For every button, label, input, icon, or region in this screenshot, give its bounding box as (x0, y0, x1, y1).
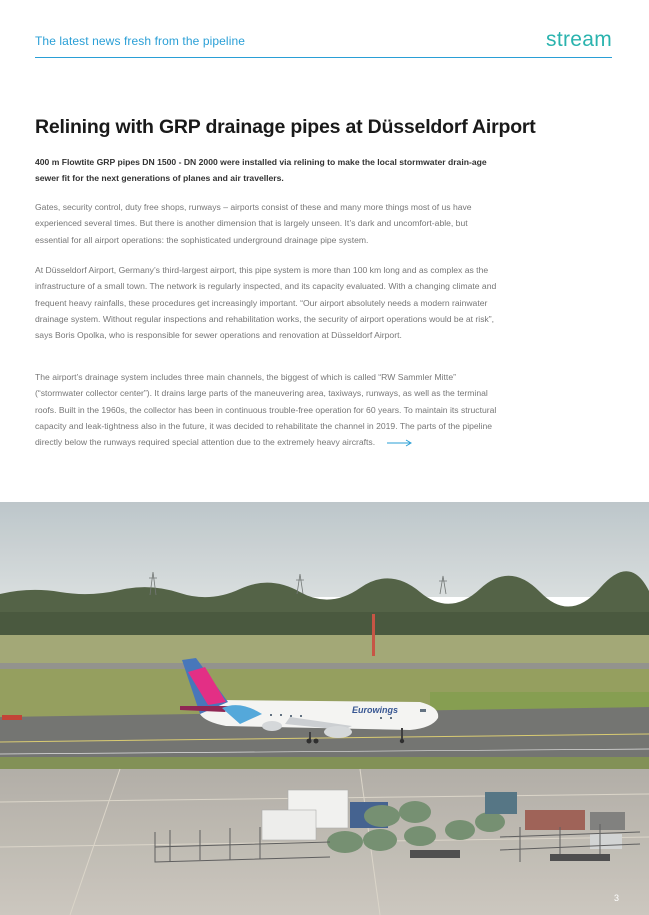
article-title: Relining with GRP drainage pipes at Düsseldorf Airport (35, 116, 536, 138)
article-paragraph-1: Gates, security control, duty free shops, runways – airports consist of these and many more things most of us have experienced several times. But there is another dimension that is largely unseen. It’s dark and uncomfort-able, but essential for all airport operations: the sophisticated underground drainage pipe system. (35, 202, 472, 245)
airline-livery-label: Eurowings (352, 705, 399, 715)
stream-logo: stream (546, 28, 612, 51)
article-lead: 400 m Flowtite GRP pipes DN 1500 - DN 2000 were installed via relining to make the local stormwater drain-age sewer fit for the next generations of planes and air travellers. (35, 157, 487, 183)
article-paragraph-2: At Düsseldorf Airport, Germany’s third-largest airport, this pipe system is more than 100 km long and as complex as the infrastructure of a small town. The network is regularly inspected, and its capacity evaluated. With a changing climate and frequent heavy rainfalls, these procedures get increasingly important. “Our airport absolutely needs a modern rainwater drainage system. Without regular inspections and rehabilitation works, the security of airport operations would be at risk”, says Boris Opolka, who is responsible for sewer operations and renovation at Düsseldorf Airport. (35, 265, 497, 341)
continue-arrow-icon (387, 439, 413, 447)
article-paragraph-3-text: The airport’s drainage system includes three main channels, the biggest of which is called “RW Sammler Mitte” (“stormwater collector center”). It drains large parts of the maneuvering area, taxiways, runways, as well as the terminal roofs. Built in the 1960s, the collector has been in continuous trouble-free operation for 60 years. To maintain its structural capacity and leak-tightness also in the future, it was decided to rehabilitate the channel in 2019. The parts of the pipeline directly below the runways required special attention due to the extremely heavy aircrafts. (35, 372, 497, 448)
article-paragraph-3 (35, 369, 497, 450)
header-tagline: The latest news fresh from the pipeline (35, 34, 246, 48)
page-header (35, 30, 612, 58)
airport-scene-illustration (0, 502, 649, 915)
page-number: 3 (613, 893, 619, 903)
airport-photo (0, 502, 649, 915)
